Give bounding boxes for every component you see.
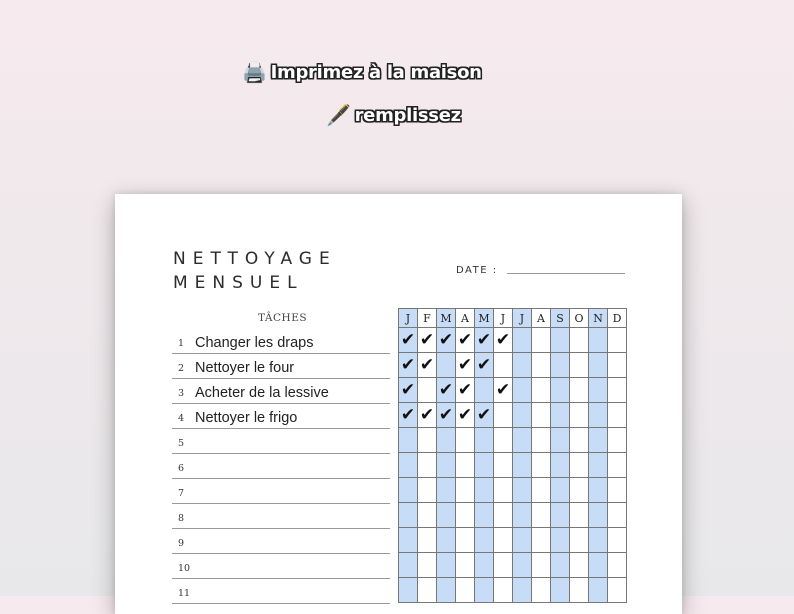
- task-number: 4: [178, 413, 185, 424]
- month-check-cell[interactable]: [475, 403, 494, 428]
- month-check-cell[interactable]: [532, 503, 551, 528]
- date-field-line[interactable]: [507, 273, 625, 274]
- month-check-cell[interactable]: [589, 528, 608, 553]
- month-check-cell[interactable]: [456, 578, 475, 603]
- month-header-row: [399, 309, 627, 328]
- month-grid: [398, 308, 627, 603]
- month-check-cell[interactable]: [551, 478, 570, 503]
- month-check-cell[interactable]: [570, 503, 589, 528]
- month-check-cell[interactable]: [608, 553, 627, 578]
- month-check-cell[interactable]: [456, 478, 475, 503]
- month-check-cell[interactable]: [399, 328, 418, 353]
- month-check-cell[interactable]: [437, 403, 456, 428]
- month-check-cell[interactable]: [570, 378, 589, 403]
- checkmark-icon: ✔: [419, 404, 435, 425]
- month-check-cell[interactable]: [513, 353, 532, 378]
- month-check-cell[interactable]: [437, 553, 456, 578]
- month-check-cell[interactable]: [456, 428, 475, 453]
- month-check-cell[interactable]: [399, 528, 418, 553]
- checkmark-icon: ✔: [438, 379, 454, 400]
- month-check-cell[interactable]: [475, 328, 494, 353]
- month-check-cell[interactable]: [456, 403, 475, 428]
- month-check-cell[interactable]: [608, 503, 627, 528]
- grid-row: [399, 353, 627, 378]
- date-label: DATE :: [456, 265, 498, 276]
- month-check-cell[interactable]: [589, 578, 608, 603]
- month-check-cell[interactable]: [399, 403, 418, 428]
- month-header: O: [570, 309, 589, 328]
- month-check-cell[interactable]: [608, 428, 627, 453]
- month-check-cell[interactable]: [513, 403, 532, 428]
- month-check-cell[interactable]: [418, 478, 437, 503]
- month-check-cell[interactable]: [551, 403, 570, 428]
- month-header: S: [551, 309, 570, 328]
- month-check-cell[interactable]: [513, 478, 532, 503]
- month-header: J: [494, 309, 513, 328]
- month-check-cell[interactable]: [456, 328, 475, 353]
- checkmark-icon: ✔: [419, 329, 435, 350]
- month-header: A: [532, 309, 551, 328]
- month-check-cell[interactable]: [570, 403, 589, 428]
- month-check-cell[interactable]: [532, 528, 551, 553]
- month-check-cell[interactable]: [418, 528, 437, 553]
- month-check-cell[interactable]: [570, 478, 589, 503]
- month-check-cell[interactable]: [551, 428, 570, 453]
- month-check-cell[interactable]: [437, 453, 456, 478]
- task-number: 9: [178, 538, 185, 549]
- month-check-cell[interactable]: [418, 428, 437, 453]
- banner-line2-text: remplissez: [354, 104, 461, 126]
- month-check-cell[interactable]: [551, 453, 570, 478]
- task-row[interactable]: [172, 453, 390, 479]
- month-check-cell[interactable]: [589, 553, 608, 578]
- banner-fill-in: [326, 103, 461, 127]
- grid-row: [399, 528, 627, 553]
- month-check-cell[interactable]: [532, 328, 551, 353]
- month-check-cell[interactable]: [513, 578, 532, 603]
- month-check-cell[interactable]: [532, 553, 551, 578]
- checkmark-icon: ✔: [438, 329, 454, 350]
- task-row[interactable]: [172, 553, 390, 579]
- month-check-cell[interactable]: [475, 553, 494, 578]
- grid-row: [399, 578, 627, 603]
- month-check-cell[interactable]: [589, 503, 608, 528]
- grid-row: [399, 328, 627, 353]
- month-check-cell[interactable]: [399, 553, 418, 578]
- grid-row: [399, 503, 627, 528]
- printer-icon: 🖨️: [242, 60, 267, 84]
- month-check-cell[interactable]: [608, 403, 627, 428]
- month-check-cell[interactable]: [551, 378, 570, 403]
- month-check-cell[interactable]: [399, 578, 418, 603]
- month-check-cell[interactable]: [494, 503, 513, 528]
- month-check-cell[interactable]: [589, 328, 608, 353]
- month-check-cell[interactable]: [532, 478, 551, 503]
- title-line2: MENSUEL: [173, 273, 304, 293]
- month-check-cell[interactable]: [475, 453, 494, 478]
- task-row[interactable]: [172, 353, 390, 379]
- month-check-cell[interactable]: [475, 578, 494, 603]
- month-check-cell[interactable]: [532, 403, 551, 428]
- month-check-cell[interactable]: [437, 353, 456, 378]
- month-check-cell[interactable]: [475, 428, 494, 453]
- month-check-cell[interactable]: [418, 503, 437, 528]
- month-header: N: [589, 309, 608, 328]
- task-row[interactable]: [172, 578, 390, 604]
- month-check-cell[interactable]: [437, 503, 456, 528]
- task-number: 5: [178, 438, 185, 449]
- month-header: F: [418, 309, 437, 328]
- month-check-cell[interactable]: [608, 328, 627, 353]
- month-check-cell[interactable]: [551, 353, 570, 378]
- month-check-cell[interactable]: [418, 578, 437, 603]
- month-check-cell[interactable]: [570, 528, 589, 553]
- month-check-cell[interactable]: [551, 503, 570, 528]
- grid-row: [399, 453, 627, 478]
- task-number: 2: [178, 363, 185, 374]
- month-check-cell[interactable]: [513, 453, 532, 478]
- tasks-header: TÂCHES: [258, 312, 308, 324]
- month-check-cell[interactable]: [570, 328, 589, 353]
- month-check-cell[interactable]: [475, 478, 494, 503]
- fountain-pen-icon: 🖋️: [326, 103, 351, 127]
- checkmark-icon: ✔: [476, 404, 492, 425]
- month-check-cell[interactable]: [494, 453, 513, 478]
- task-label: Nettoyer le frigo: [195, 410, 298, 426]
- checkmark-icon: ✔: [476, 354, 492, 375]
- month-check-cell[interactable]: [494, 528, 513, 553]
- month-check-cell[interactable]: [456, 528, 475, 553]
- month-check-cell[interactable]: [608, 378, 627, 403]
- month-check-cell[interactable]: [437, 478, 456, 503]
- month-check-cell[interactable]: [475, 378, 494, 403]
- sheet-title: [173, 247, 337, 295]
- month-check-cell[interactable]: [608, 453, 627, 478]
- month-check-cell[interactable]: [418, 403, 437, 428]
- printable-sheet: [115, 194, 682, 614]
- month-check-cell[interactable]: [551, 553, 570, 578]
- month-check-cell[interactable]: [589, 353, 608, 378]
- month-check-cell[interactable]: [551, 328, 570, 353]
- task-label: Nettoyer le four: [195, 360, 295, 376]
- month-header: A: [456, 309, 475, 328]
- month-check-cell[interactable]: [532, 378, 551, 403]
- month-check-cell[interactable]: [570, 453, 589, 478]
- month-check-cell[interactable]: [456, 553, 475, 578]
- month-check-cell[interactable]: [418, 553, 437, 578]
- month-check-cell[interactable]: [437, 428, 456, 453]
- month-check-cell[interactable]: [399, 503, 418, 528]
- month-check-cell[interactable]: [589, 453, 608, 478]
- month-check-cell[interactable]: [532, 453, 551, 478]
- month-check-cell[interactable]: [532, 578, 551, 603]
- month-check-cell[interactable]: [437, 378, 456, 403]
- checkmark-icon: ✔: [457, 354, 473, 375]
- grid-row: [399, 403, 627, 428]
- month-check-cell[interactable]: [608, 478, 627, 503]
- month-check-cell[interactable]: [551, 578, 570, 603]
- month-check-cell[interactable]: [475, 503, 494, 528]
- task-row[interactable]: [172, 503, 390, 529]
- month-check-cell[interactable]: [418, 353, 437, 378]
- month-check-cell[interactable]: [399, 428, 418, 453]
- task-number: 7: [178, 488, 185, 499]
- task-row[interactable]: [172, 528, 390, 554]
- month-check-cell[interactable]: [494, 328, 513, 353]
- month-check-cell[interactable]: [437, 578, 456, 603]
- title-line1: NETTOYAGE: [173, 249, 337, 269]
- checkmark-icon: ✔: [400, 404, 416, 425]
- month-check-cell[interactable]: [608, 578, 627, 603]
- grid-row: [399, 378, 627, 403]
- task-row[interactable]: [172, 378, 390, 404]
- month-check-cell[interactable]: [589, 378, 608, 403]
- month-check-cell[interactable]: [437, 528, 456, 553]
- month-check-cell[interactable]: [570, 428, 589, 453]
- month-check-cell[interactable]: [399, 453, 418, 478]
- month-check-cell[interactable]: [475, 353, 494, 378]
- month-check-cell[interactable]: [494, 428, 513, 453]
- month-check-cell[interactable]: [494, 353, 513, 378]
- month-check-cell[interactable]: [532, 428, 551, 453]
- checkmark-icon: ✔: [400, 379, 416, 400]
- grid-row: [399, 478, 627, 503]
- month-check-cell[interactable]: [399, 353, 418, 378]
- grid-row: [399, 428, 627, 453]
- grid-row: [399, 553, 627, 578]
- task-label: Acheter de la lessive: [195, 385, 329, 401]
- month-check-cell[interactable]: [418, 378, 437, 403]
- task-number: 8: [178, 513, 185, 524]
- task-row[interactable]: [172, 403, 390, 429]
- month-check-cell[interactable]: [570, 578, 589, 603]
- month-check-cell[interactable]: [513, 328, 532, 353]
- month-check-cell[interactable]: [532, 353, 551, 378]
- banner-print-at-home: [242, 60, 482, 84]
- checkmark-icon: ✔: [495, 379, 511, 400]
- month-check-cell[interactable]: [589, 428, 608, 453]
- month-check-cell[interactable]: [494, 403, 513, 428]
- task-number: 6: [178, 463, 185, 474]
- task-row[interactable]: [172, 428, 390, 454]
- task-number: 1: [178, 338, 185, 349]
- task-label: Changer les draps: [195, 335, 314, 351]
- month-check-cell[interactable]: [494, 478, 513, 503]
- task-number: 10: [178, 563, 191, 574]
- checkmark-icon: ✔: [419, 354, 435, 375]
- month-check-cell[interactable]: [494, 378, 513, 403]
- month-check-cell[interactable]: [456, 378, 475, 403]
- checkmark-icon: ✔: [400, 329, 416, 350]
- month-check-cell[interactable]: [589, 403, 608, 428]
- month-check-cell[interactable]: [551, 528, 570, 553]
- task-number: 11: [178, 588, 191, 599]
- month-check-cell[interactable]: [437, 328, 456, 353]
- month-check-cell[interactable]: [456, 503, 475, 528]
- checkmark-icon: ✔: [457, 379, 473, 400]
- banner-line1-text: Imprimez à la maison: [270, 61, 482, 83]
- month-check-cell[interactable]: [513, 528, 532, 553]
- month-check-cell[interactable]: [570, 553, 589, 578]
- checkmark-icon: ✔: [400, 354, 416, 375]
- month-check-cell[interactable]: [494, 553, 513, 578]
- checkmark-icon: ✔: [457, 329, 473, 350]
- month-header: M: [437, 309, 456, 328]
- month-check-cell[interactable]: [475, 528, 494, 553]
- checkmark-icon: ✔: [495, 329, 511, 350]
- month-header: D: [608, 309, 627, 328]
- task-number: 3: [178, 388, 185, 399]
- task-row[interactable]: [172, 478, 390, 504]
- month-check-cell[interactable]: [494, 578, 513, 603]
- month-check-cell[interactable]: [570, 353, 589, 378]
- month-check-cell[interactable]: [589, 478, 608, 503]
- month-check-cell[interactable]: [513, 503, 532, 528]
- month-check-cell[interactable]: [608, 528, 627, 553]
- month-check-cell[interactable]: [399, 478, 418, 503]
- checkmark-icon: ✔: [476, 329, 492, 350]
- month-check-cell[interactable]: [418, 328, 437, 353]
- month-check-cell[interactable]: [399, 378, 418, 403]
- month-check-cell[interactable]: [513, 553, 532, 578]
- month-check-cell[interactable]: [456, 453, 475, 478]
- checkmark-icon: ✔: [457, 404, 473, 425]
- task-row[interactable]: [172, 328, 390, 354]
- month-header: J: [399, 309, 418, 328]
- month-check-cell[interactable]: [456, 353, 475, 378]
- month-check-cell[interactable]: [513, 378, 532, 403]
- month-header: J: [513, 309, 532, 328]
- checkmark-icon: ✔: [438, 404, 454, 425]
- month-check-cell[interactable]: [513, 428, 532, 453]
- month-check-cell[interactable]: [418, 453, 437, 478]
- month-check-cell[interactable]: [608, 353, 627, 378]
- month-header: M: [475, 309, 494, 328]
